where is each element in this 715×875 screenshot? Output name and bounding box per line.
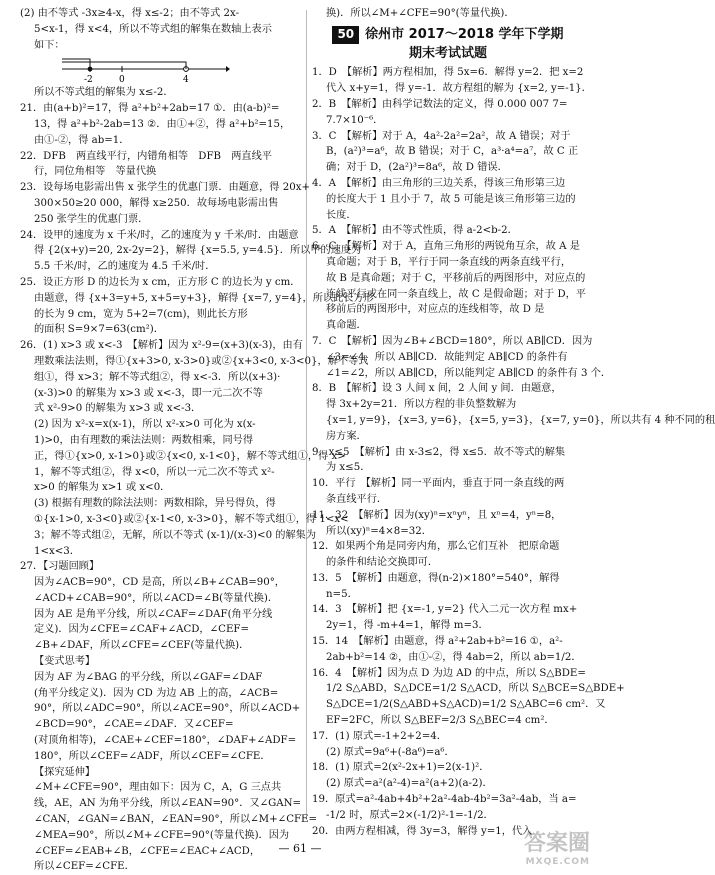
section-header xyxy=(312,26,584,44)
text-line: 3；解不等式组②，无解，所以不等式 (x-1)/(x-3)<0 的解集为 xyxy=(34,529,317,541)
text-line: ∠B+∠DAF，所以∠CFE=∠CEF(等量代换)． xyxy=(34,640,250,652)
text-line: 房方案． xyxy=(326,430,367,442)
text-line: 由①-②，得 ab=1． xyxy=(34,134,130,146)
text-line: n=5． xyxy=(326,588,358,600)
text-line: 23．设每场电影需出售 x 张学生的优惠门票．由题意，得 20x+ xyxy=(20,182,310,194)
text-line: S△DCE=1/2(S△ABD+S△ACD)=1/2 S△ABC=6 cm²．又 xyxy=(326,699,606,711)
text-line: 故 B 是真命题；对于 C，平移前后的两图形中，对应点的 xyxy=(326,272,586,284)
text-line: {x=1, y=9}，{x=3, y=6}，{x=5, y=3}，{x=7, y=0}，所以共有 4 种不同的租 xyxy=(326,414,715,426)
text-line: 理数乘法法则，得①{x+3>0, x-3>0}或②{x+3<0, x-3<0}，解不等式 xyxy=(34,355,369,367)
text-line: 7.7×10⁻⁶． xyxy=(326,114,384,126)
text-line: 5<x-1，得 x<4，所以不等式组的解集在数轴上表示 xyxy=(34,23,272,35)
text-line: ∠MEA=90°，所以∠M+∠CFE=90°(等量代换)．因为 xyxy=(34,829,290,841)
text-line: ∠ACD+∠CAB=90°，所以∠ACD=∠B(等量代换)． xyxy=(34,592,279,604)
text-line: 移前后的两图形中，对应点的连线相等，故 D 是 xyxy=(326,304,545,316)
text-line: 所以(xy)ⁿ=4×8=32． xyxy=(326,525,432,537)
text-line: 9．x≤5 【解析】由 x-3≤2，得 x≤5．故不等式的解集 xyxy=(312,446,566,458)
text-line: 1．D 【解析】两方程相加，得 5x=6．解得 y=2．把 x=2 xyxy=(312,67,584,79)
section-number-badge: 50 xyxy=(332,26,359,44)
text-line: 【变式思考】 xyxy=(34,656,96,668)
page-number: — 61 — xyxy=(278,842,322,855)
text-line: ①{x-1>0, x-3<0}或②{x-1<0, x-3>0}，解不等式组①，得 1<x< xyxy=(34,513,349,525)
text-line: (x-3)>0 的解集为 x>3 或 x<-3，即一元二次不等 xyxy=(34,387,263,399)
text-line: 4．A 【解析】由三角形的三边关系，得该三角形第三边 xyxy=(312,177,566,189)
text-line: 13．5 【解析】由题意，得(n-2)×180°=540°，解得 xyxy=(312,572,560,584)
text-line: (角平分线定义)．因为 CD 为边 AB 上的高，∠ACB= xyxy=(34,687,279,699)
text-line: 180°，所以∠CEF=∠ADF，所以∠CEF=∠CFE． xyxy=(34,750,271,762)
text-line: 行，同位角相等 等量代换 xyxy=(34,166,157,178)
text-line: 因为 AE 是角平分线，所以∠CAF=∠DAF(角平分线 xyxy=(34,608,273,620)
text-line: 5.5 千米/时，乙的速度为 4.5 千米/时． xyxy=(34,261,216,273)
text-line: -1/2 时，原式=2×(-1/2)²-1=-1/2． xyxy=(326,809,494,821)
text-line: ∠1=∠2，所以 AB∥CD，所以能判定 AB∥CD 的条件有 3 个． xyxy=(326,367,612,379)
text-line: EF=2FC，所以 S△BEF=2/3 S△BEC=4 cm²． xyxy=(326,715,555,727)
text-line: ∠3=∠4，所以 AB∥CD．故能判定 AB∥CD 的条件有 xyxy=(326,351,568,363)
text-line: 得 {2(x+y)=20, 2x-2y=2}，解得 {x=5.5, y=4.5}．所以甲的速度为 xyxy=(34,245,362,257)
text-line: 因为∠ACB=90°，CD 是高，所以∠B+∠CAB=90°， xyxy=(34,577,285,589)
text-line: 条直线平行． xyxy=(326,493,388,505)
text-line: (2) 因为 x²-x=x(x-1)，所以 x²-x>0 可化为 x(x- xyxy=(34,419,256,431)
text-line: 15．14 【解析】由题意，得 a²+2ab+b²=16 ①，a²- xyxy=(312,636,563,648)
column-divider xyxy=(306,10,307,820)
text-line: ∠CAN，∠GAN=∠BAN，∠EAN=90°，所以∠M+∠CFE= xyxy=(34,814,318,826)
text-line: 250 张学生的优惠门票． xyxy=(34,213,149,225)
number-line-svg xyxy=(60,53,230,86)
text-line: 因为 AF 为∠BAG 的平分线，所以∠GAF=∠DAF xyxy=(34,671,263,683)
section-subtitle: 期末考试试题 xyxy=(408,45,487,61)
text-line: 27．【习题回顾】 xyxy=(20,561,100,573)
text-line: 2．B 【解析】由科学记数法的定义，得 0.000 007 7= xyxy=(312,98,568,110)
text-line: 1/2 S△ABD，S△DCE=1/2 S△ACD，所以 S△BCE=S△BDE+ xyxy=(326,683,625,695)
text-line: (2) 由不等式 -3x≥4-x，得 x≤-2；由不等式 2x- xyxy=(20,8,240,19)
text-line: ∠M+∠CFE=90°，理由如下：因为 C，A，G 三点共 xyxy=(34,782,282,794)
text-line: 22．DFB 两直线平行，内错角相等 DFB 两直线平 xyxy=(20,150,272,162)
text-line: 25．设正方形 D 的边长为 x cm，正方形 C 的边长为 y cm． xyxy=(20,276,301,288)
text-line: (3) 根据有理数的除法法则：两数相除，异号得负，得 xyxy=(34,498,276,510)
text-line: 真命题；对于 B，平行于同一条直线的两条直线平行， xyxy=(326,256,572,268)
section-title: 徐州市 2017～2018 学年下学期 xyxy=(365,26,564,42)
right-column xyxy=(312,6,715,839)
text-line: 为 x≤5． xyxy=(326,462,371,474)
text-line: 21．由(a+b)²=17，得 a²+b²+2ab=17 ①．由(a-b)²= xyxy=(20,103,280,115)
number-line-label: 0 xyxy=(119,75,125,86)
text-line: 24．设甲的速度为 x 千米/时，乙的速度为 y 千米/时．由题意 xyxy=(20,229,299,241)
text-line: 12．如果两个角是同旁内角，那么它们互补 把原命题 xyxy=(312,541,560,553)
text-line: 定义)．因为∠CFE=∠CAF+∠ACD，∠CEF= xyxy=(34,624,249,636)
text-line: x>0 的解集为 x>1 或 x<0． xyxy=(34,482,171,494)
text-line: (对顶角相等)，∠CAE+∠CEF=180°，∠DAF+∠ADF= xyxy=(34,735,297,747)
text-line: 14．3 【解析】把 {x=-1, y=2} 代入二元一次方程 mx+ xyxy=(312,604,578,616)
text-line: (2) 原式=a²(a²-4)=a²(a+2)(a-2)． xyxy=(326,778,493,790)
text-line: 的面积 S=9×7=63(cm²)． xyxy=(34,324,164,336)
text-line: 换)．所以∠M+∠CFE=90°(等量代换)． xyxy=(326,8,515,19)
text-line: 确；对于 D，(2a²)³=8a⁶，故 D 错误． xyxy=(326,162,508,174)
text-line: 组①，得 x>3；解不等式组②，得 x<-3．所以(x+3)· xyxy=(34,371,281,383)
text-line: ∠CEF=∠EAB+∠B，∠CFE=∠EAC+∠ACD， xyxy=(34,845,261,857)
watermark-main: 答案圈 xyxy=(523,831,590,856)
text-line: B，(a²)³=a⁶，故 B 错误；对于 C，a³·a⁴=a⁷，故 C 正 xyxy=(326,146,579,158)
text-line: 10．平行 【解析】同一平面内，垂直于同一条直线的两 xyxy=(312,478,565,490)
text-line: 式 x²-9>0 的解集为 x>3 或 x<-3． xyxy=(34,403,202,415)
text-line: 的条件和结论交换即可． xyxy=(326,557,439,569)
text-line: 1<x<3． xyxy=(34,545,80,557)
text-line: 所以不等式组的解集为 x≤-2． xyxy=(34,87,174,99)
text-line: 1)>0，由有理数的乘法法则：两数相乘，同号得 xyxy=(34,434,254,446)
number-line-figure xyxy=(60,53,230,86)
watermark-sub: MXQE.COM xyxy=(525,857,590,867)
number-line-label: -2 xyxy=(84,75,93,86)
text-line: 17．(1) 原式=-1+2+2=4． xyxy=(312,730,447,742)
text-line: 2ab+b²=14 ②，由①-②，得 4ab=2，所以 ab=1/2． xyxy=(326,651,582,663)
text-line: 代入 x+y=1，得 y=-1．故方程组的解为 {x=2, y=-1}． xyxy=(326,83,592,95)
text-line: 11．32 【解析】因为(xy)ⁿ=xⁿyⁿ，且 xⁿ=4，yⁿ=8， xyxy=(312,509,562,521)
text-line: 6．C 【解析】对于 A，直角三角形的两锐角互余，故 A 是 xyxy=(312,241,580,253)
text-line: 得 3x+2y=21．所以方程的非负整数解为 xyxy=(326,399,517,411)
watermark-logo xyxy=(524,826,590,867)
text-line: 真命题． xyxy=(326,320,367,332)
text-line: 2y=1，得 -m+4=1，解得 m=3． xyxy=(326,620,489,632)
text-line: ∠BCD=90°，∠CAE=∠DAF．又∠CEF= xyxy=(34,719,234,731)
number-line-label: 4 xyxy=(183,75,189,86)
text-line: (2) 原式=9a⁶+(-8a⁶)=a⁶． xyxy=(326,746,455,758)
text-line: 300×50≥20 000，解得 x≥250．故每场电影需出售 xyxy=(34,197,279,209)
text-line: 18．(1) 原式=2(x²-2x+1)=2(x-1)²． xyxy=(312,762,490,774)
text-line: 的长为 9 cm，宽为 5+2=7(cm)，则此长方形 xyxy=(34,308,248,320)
text-line: 所以∠CEF=∠CFE． xyxy=(34,861,135,873)
text-line: 7．C 【解析】因为∠B+∠BCD=180°，所以 AB∥CD．因为 xyxy=(312,335,593,347)
text-line: 连线平行或在同一条直线上，故 C 是假命题；对于 D，平 xyxy=(326,288,586,300)
text-line: 的长度大于 1 且小于 7，故 5 可能是该三角形第三边的 xyxy=(326,193,576,205)
text-line: 5．A 【解析】由不等式性质，得 a-2<b-2． xyxy=(312,225,518,237)
text-line: 1，解不等式组②，得 x<0，所以一元二次不等式 x²- xyxy=(34,466,275,478)
text-line: 正，得①{x>0, x-1>0}或②{x<0, x-1<0}，解不等式组①，得 x> xyxy=(34,450,346,462)
text-line: 3．C 【解析】对于 A，4a²-2a²=2a²，故 A 错误；对于 xyxy=(312,130,571,142)
text-line: 8．B 【解析】设 3 人间 x 间，2 人间 y 间．由题意， xyxy=(312,383,562,395)
text-line: 19．原式=a²-4ab+4b²+2a²-4ab-4b²=3a²-4ab，当 a= xyxy=(312,794,577,806)
text-line: 长度． xyxy=(326,209,357,221)
text-line: 【探究延伸】 xyxy=(34,766,96,778)
text-line: 90°，所以∠ADC=90°，所以∠ACE=90°，所以∠ACD+ xyxy=(34,703,301,715)
text-line: 由题意，得 {x+3=y+5, x+5=y+3}，解得 {x=7, y=4}，所以此长方形 xyxy=(34,292,374,304)
text-line: 13，得 a²+b²-2ab=13 ②．由①+②，得 a²+b²=15， xyxy=(34,118,291,130)
text-line: 16．4 【解析】因为点 D 为边 AD 的中点，所以 S△BDE= xyxy=(312,667,586,679)
text-line: 20．由两方程相减，得 3y=3，解得 y=1，代入 xyxy=(312,825,533,837)
text-line: 线，AE，AN 为角平分线，所以∠EAN=90°．又∠GAN= xyxy=(34,798,302,810)
text-line: 26．(1) x>3 或 x<-3 【解析】因为 x²-9=(x+3)(x-3)，由有 xyxy=(20,340,303,352)
text-line: 如下： xyxy=(34,39,65,51)
